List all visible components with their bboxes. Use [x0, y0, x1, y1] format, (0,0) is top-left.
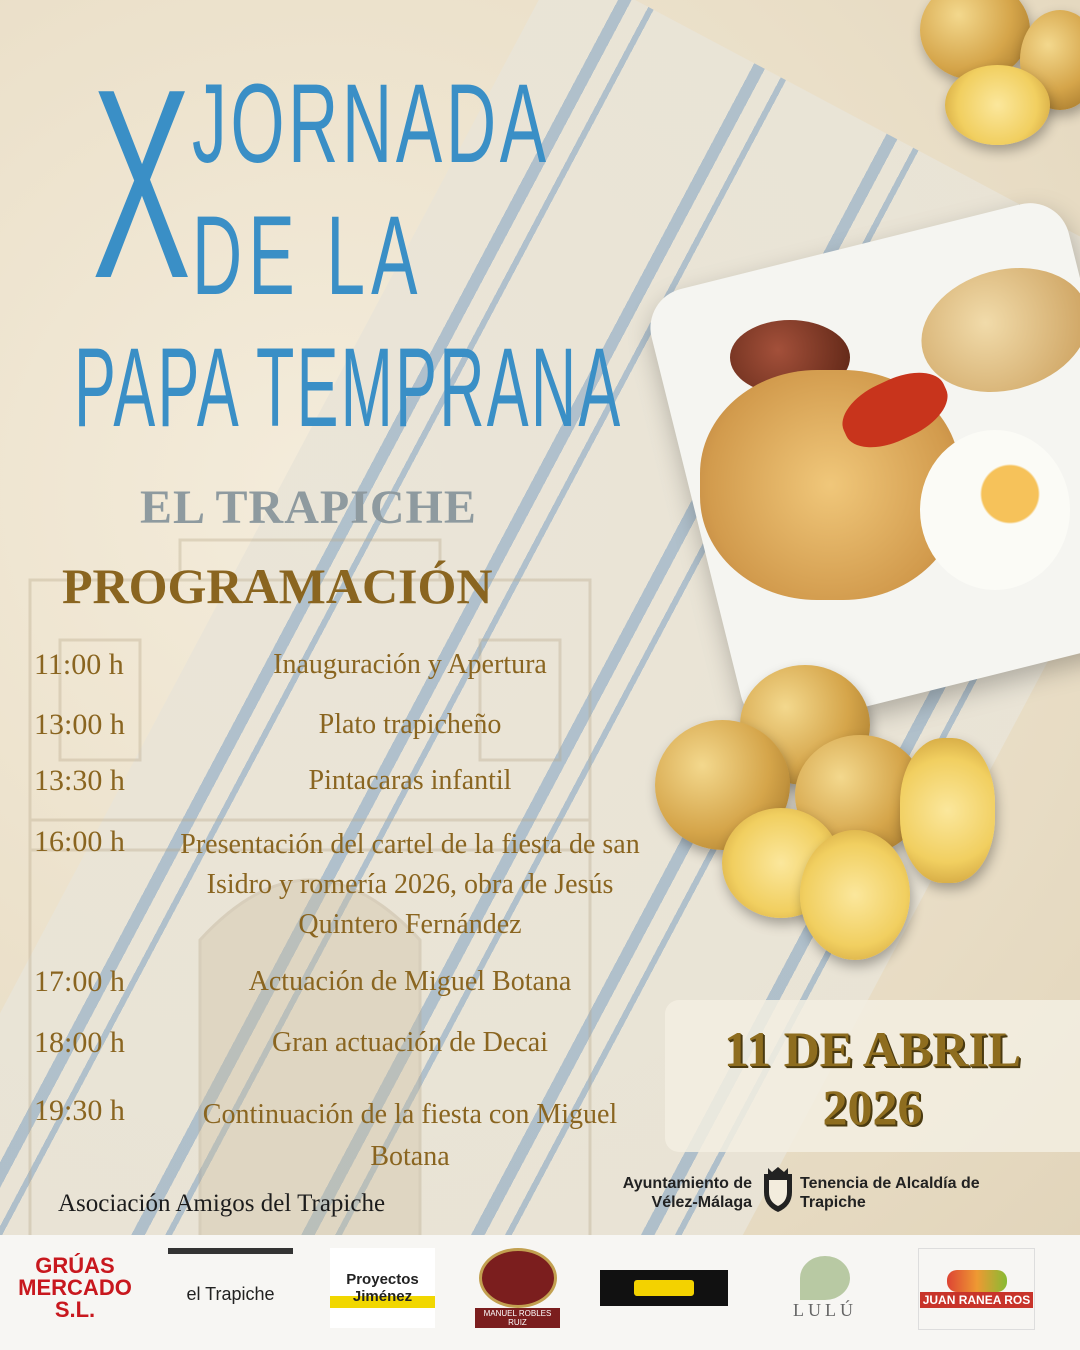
schedule-time: 13:00 h [34, 708, 125, 741]
proyectos-jimenez-logo [330, 1248, 435, 1328]
sponsor-name: Proyectos Jiménez [346, 1271, 419, 1305]
subtitle: EL TRAPICHE [140, 481, 477, 534]
title-line-1: JORNADA [192, 61, 550, 186]
organizer: Asociación Amigos del Trapiche [58, 1190, 386, 1217]
shield-icon [760, 1166, 796, 1214]
schedule-time: 13:30 h [34, 764, 125, 797]
schedule-time: 19:30 h [34, 1094, 125, 1127]
fried-egg [920, 430, 1070, 590]
fruit-icon [947, 1270, 1007, 1292]
schedule-event: Presentación del cartel de la fiesta de san Isidro y romería 2026, obra de Jesús Quintero Fernández [180, 829, 640, 940]
section-title: PROGRAMACIÓN [62, 558, 493, 614]
event-date-year: 2026 [822, 1079, 923, 1135]
seal-icon [479, 1248, 557, 1308]
title-numeral: X [92, 34, 192, 335]
schedule-event: Continuación de la fiesta con Miguel Botana [202, 1099, 618, 1172]
ayuntamiento-logo [612, 1172, 992, 1222]
schedule-time: 11:00 h [34, 648, 124, 681]
schedule-time: 18:00 h [34, 1026, 125, 1059]
schedule-event: Pintacaras infantil [308, 765, 512, 796]
title-line-2: DE LA [192, 193, 424, 318]
black-banner-logo [600, 1248, 728, 1328]
event-date [665, 1020, 1080, 1136]
title-line-3: PAPA TEMPRANA [74, 325, 623, 450]
schedule-event: Actuación de Miguel Botana [248, 966, 572, 997]
sponsor-name: GRÚAS MERCADO S.L. [18, 1253, 132, 1322]
potato-half-bottom-3 [800, 830, 910, 960]
event-date-day: 11 DE ABRIL [723, 1021, 1022, 1077]
lulu-logo [770, 1248, 880, 1328]
potato-half-bottom-1 [900, 738, 995, 883]
ayuntamiento-left-text: Ayuntamiento de Vélez-Málaga [622, 1175, 752, 1211]
potato-half-top [945, 65, 1050, 145]
sponsor-name: LULÚ [793, 1299, 857, 1320]
schedule-event: Plato trapicheño [318, 709, 502, 740]
manuel-robles-ruiz-logo [475, 1248, 560, 1328]
sponsor-name: el Trapiche [186, 1283, 275, 1304]
juan-ranea-ros-logo [918, 1248, 1035, 1330]
carniceria-el-trapiche-logo [168, 1248, 293, 1334]
sponsor-name: MANUEL ROBLES RUIZ [475, 1308, 560, 1328]
banner-icon [600, 1270, 728, 1306]
schedule-event: Inauguración y Apertura [273, 649, 547, 680]
schedule-event: Gran actuación de Decai [272, 1027, 548, 1058]
gruas-mercado-logo [15, 1248, 135, 1328]
ayuntamiento-right-text: Tenencia de Alcaldía de Trapiche [800, 1175, 980, 1211]
sponsor-name: JUAN RANEA ROS [920, 1292, 1034, 1308]
schedule-time: 17:00 h [34, 965, 125, 998]
schedule-time: 16:00 h [34, 825, 125, 858]
leaf-icon [800, 1256, 850, 1300]
